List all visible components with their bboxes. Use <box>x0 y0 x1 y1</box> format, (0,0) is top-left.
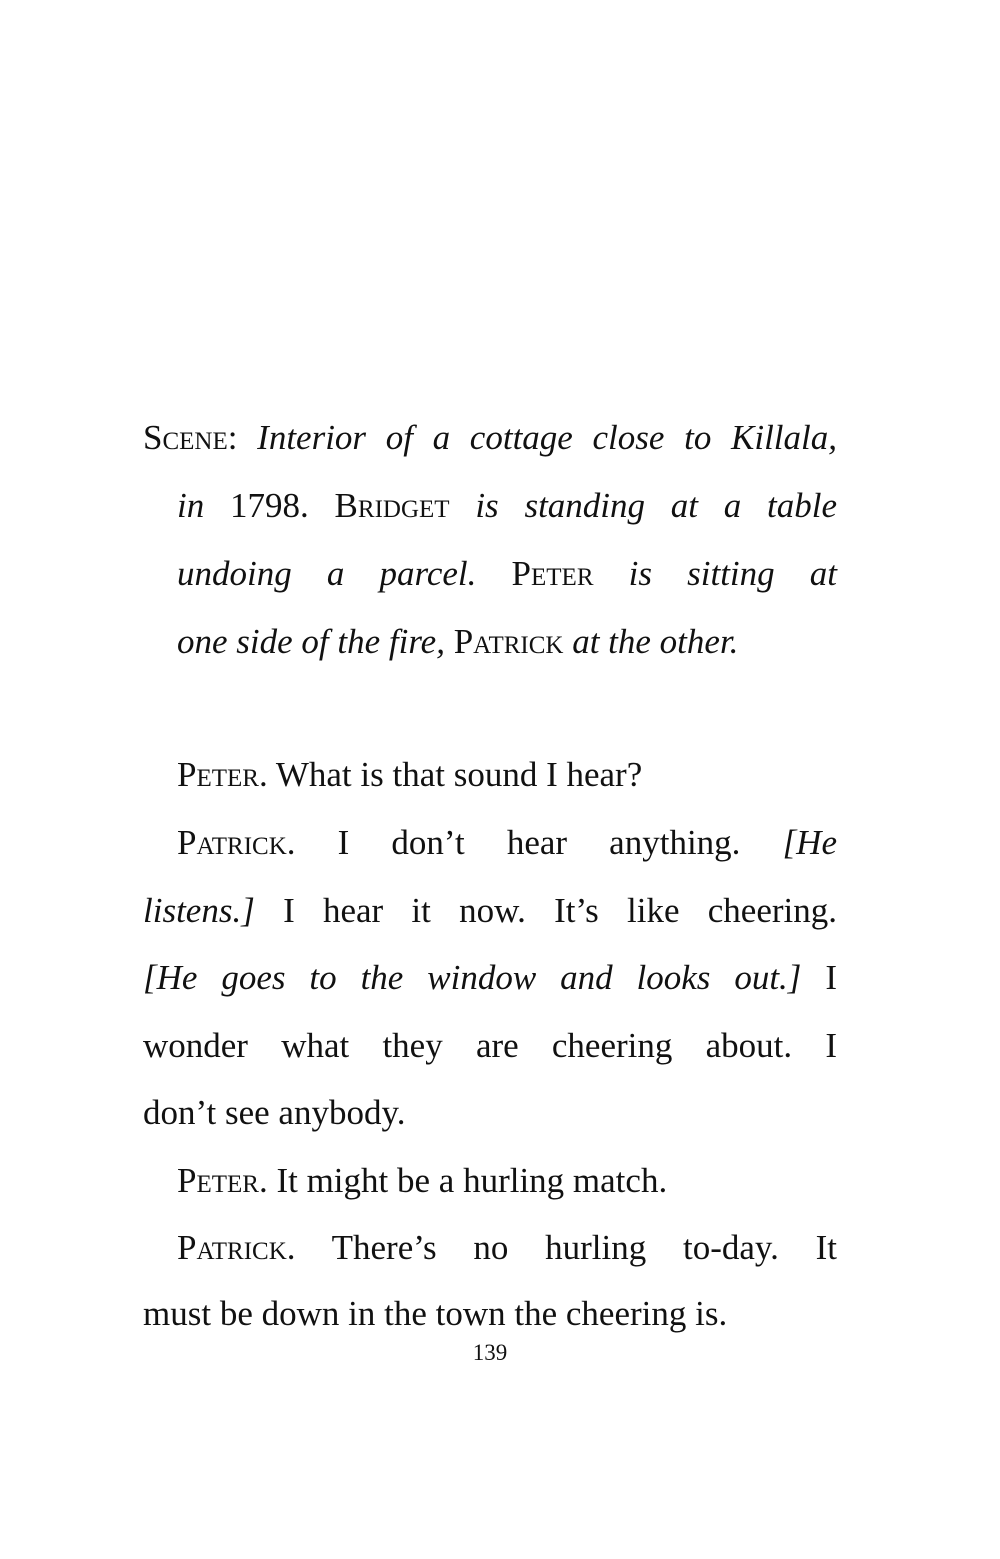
dialogue-line-3 <box>143 891 837 931</box>
speaker-patrick: Patrick. <box>177 1228 296 1267</box>
speech-text: What is that sound I hear? <box>275 755 643 794</box>
scene-line-3 <box>177 554 837 594</box>
scene-text-2a: in <box>177 486 205 525</box>
scene-text-3a: undoing a parcel. <box>177 554 477 593</box>
dialogue-line-6 <box>143 1093 405 1133</box>
speech-text: I don’t hear anything. <box>337 823 741 862</box>
scene-year: 1798. <box>230 486 309 525</box>
speech-text: wonder what they are cheering about. I <box>143 1026 837 1065</box>
scene-text-1: Interior of a cottage close to Killala, <box>257 418 837 457</box>
speech-text: I hear it now. It’s like cheering. <box>283 891 837 930</box>
dialogue-line-8 <box>177 1228 837 1268</box>
speaker-peter: Peter. <box>177 1161 268 1200</box>
scene-text-2b: is standing at a table <box>475 486 838 525</box>
character-patrick: Patrick <box>453 622 564 661</box>
speech-text: I <box>825 958 837 997</box>
character-bridget: Bridget <box>334 486 450 525</box>
scene-line-4 <box>177 622 738 662</box>
dialogue-line-4 <box>143 958 837 998</box>
scene-line-1 <box>143 418 837 458</box>
dialogue-line-1 <box>177 755 642 795</box>
scene-text-4b: at the other. <box>572 622 739 661</box>
speech-text: must be down in the town the cheering is. <box>143 1294 728 1333</box>
dialogue-line-5 <box>143 1026 837 1066</box>
dialogue-line-9 <box>143 1294 727 1334</box>
page-number: 139 <box>472 1340 508 1365</box>
scene-line-2 <box>177 486 837 526</box>
stage-direction: listens.] <box>143 891 255 930</box>
scene-label: Scene <box>143 418 228 457</box>
scene-colon: : <box>227 418 238 457</box>
speech-text: It might be a hurling match. <box>276 1161 668 1200</box>
stage-direction: [He goes to the window and looks out.] <box>143 958 802 997</box>
speech-text: don’t see anybody. <box>143 1093 406 1132</box>
speaker-patrick: Patrick. <box>177 823 296 862</box>
scene-text-3b: is sitting at <box>628 554 838 593</box>
dialogue-line-7 <box>177 1161 667 1201</box>
stage-direction: [He <box>782 823 837 862</box>
dialogue-line-2 <box>177 823 837 863</box>
speech-text: There’s no hurling to-day. It <box>331 1228 838 1267</box>
character-peter: Peter <box>511 554 594 593</box>
speaker-peter: Peter. <box>177 755 268 794</box>
scene-text-4a: one side of the fire, <box>177 622 445 661</box>
